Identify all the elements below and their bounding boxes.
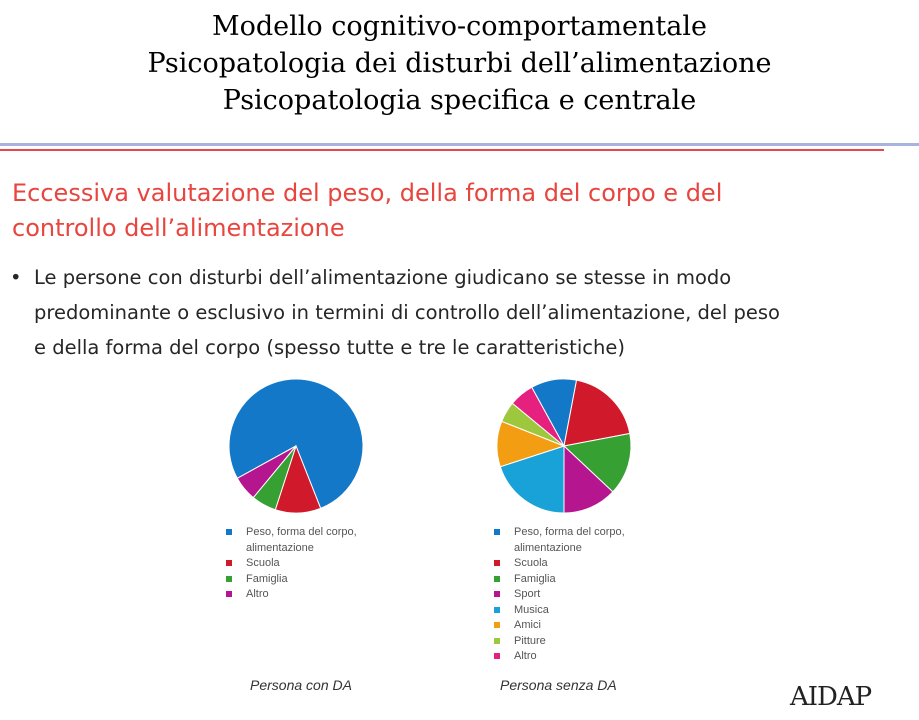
legend-label-line: Sport [514, 588, 541, 600]
legend-swatch [226, 576, 232, 582]
pie-chart-con-da [226, 376, 366, 516]
legend-swatch [494, 576, 500, 582]
legend-label-line: Amici [514, 619, 541, 631]
legend-label [246, 525, 357, 556]
legend-label [514, 649, 537, 665]
legend-label [514, 618, 541, 634]
legend-swatch [494, 529, 500, 535]
header-divider-blue [0, 143, 919, 146]
bullet-line-3: e della forma del corpo (spesso tutte e tre le caratteristiche) [34, 336, 625, 359]
bullet-point [8, 260, 908, 365]
legend-swatch [226, 591, 232, 597]
pie-chart-senza-da [494, 376, 634, 516]
legend-item [494, 603, 684, 619]
legend-label-line: Altro [246, 588, 269, 600]
legend-label [514, 556, 548, 572]
legend-label [514, 525, 625, 556]
legend-item [494, 634, 684, 650]
title-line-3: Psicopatologia specifica e centrale [222, 85, 697, 116]
legend-con-da [226, 525, 406, 603]
legend-label-line: alimentazione [514, 541, 582, 554]
caption-senza-da: Persona senza DA [500, 677, 617, 693]
legend-item [494, 587, 684, 603]
legend-label [514, 587, 540, 603]
legend-senza-da [494, 525, 684, 665]
legend-label [246, 572, 288, 588]
legend-item [226, 525, 406, 556]
bullet-symbol: • [10, 266, 22, 289]
legend-label-line: Peso, forma del corpo, [246, 526, 357, 538]
caption-con-da: Persona con DA [250, 677, 352, 693]
heading-line-1: Eccessiva valutazione del peso, della forma del corpo e del [12, 179, 723, 207]
legend-swatch [494, 560, 500, 566]
legend-swatch [226, 560, 232, 566]
legend-label-line: Peso, forma del corpo, [514, 526, 625, 538]
heading-line-2: controllo dell’alimentazione [12, 214, 345, 242]
title-line-2: Psicopatologia dei disturbi dell’alimentazione [147, 48, 772, 79]
aidap-logo: AIDAP [790, 682, 872, 712]
slide-title [0, 8, 919, 119]
legend-item [226, 572, 406, 588]
legend-label-line: Altro [514, 650, 537, 662]
legend-item [226, 587, 406, 603]
legend-label-line: alimentazione [246, 541, 314, 554]
legend-item [494, 649, 684, 665]
legend-item [494, 525, 684, 556]
legend-label [246, 556, 280, 572]
bullet-line-2: predominante o esclusivo in termini di controllo dell’alimentazione, del peso [34, 301, 780, 324]
header-divider-red [0, 149, 884, 151]
legend-label [514, 634, 546, 650]
slide-heading [12, 176, 892, 246]
legend-label-line: Scuola [246, 557, 280, 569]
title-line-1: Modello cognitivo-comportamentale [212, 11, 707, 42]
legend-swatch [494, 607, 500, 613]
legend-label [514, 603, 549, 619]
legend-item [494, 556, 684, 572]
legend-item [226, 556, 406, 572]
legend-swatch [494, 622, 500, 628]
legend-item [494, 618, 684, 634]
legend-label-line: Musica [514, 603, 549, 616]
legend-label-line: Famiglia [514, 572, 556, 585]
legend-swatch [494, 653, 500, 659]
legend-swatch [494, 638, 500, 644]
bullet-line-1: Le persone con disturbi dell’alimentazione giudicano se stesse in modo [34, 266, 732, 289]
legend-swatch [226, 529, 232, 535]
legend-label-line: Scuola [514, 557, 548, 569]
legend-label-line: Famiglia [246, 572, 288, 585]
legend-label [246, 587, 269, 603]
bullet-text [34, 260, 908, 365]
legend-item [494, 572, 684, 588]
legend-label [514, 572, 556, 588]
legend-label-line: Pitture [514, 634, 546, 647]
legend-swatch [494, 591, 500, 597]
